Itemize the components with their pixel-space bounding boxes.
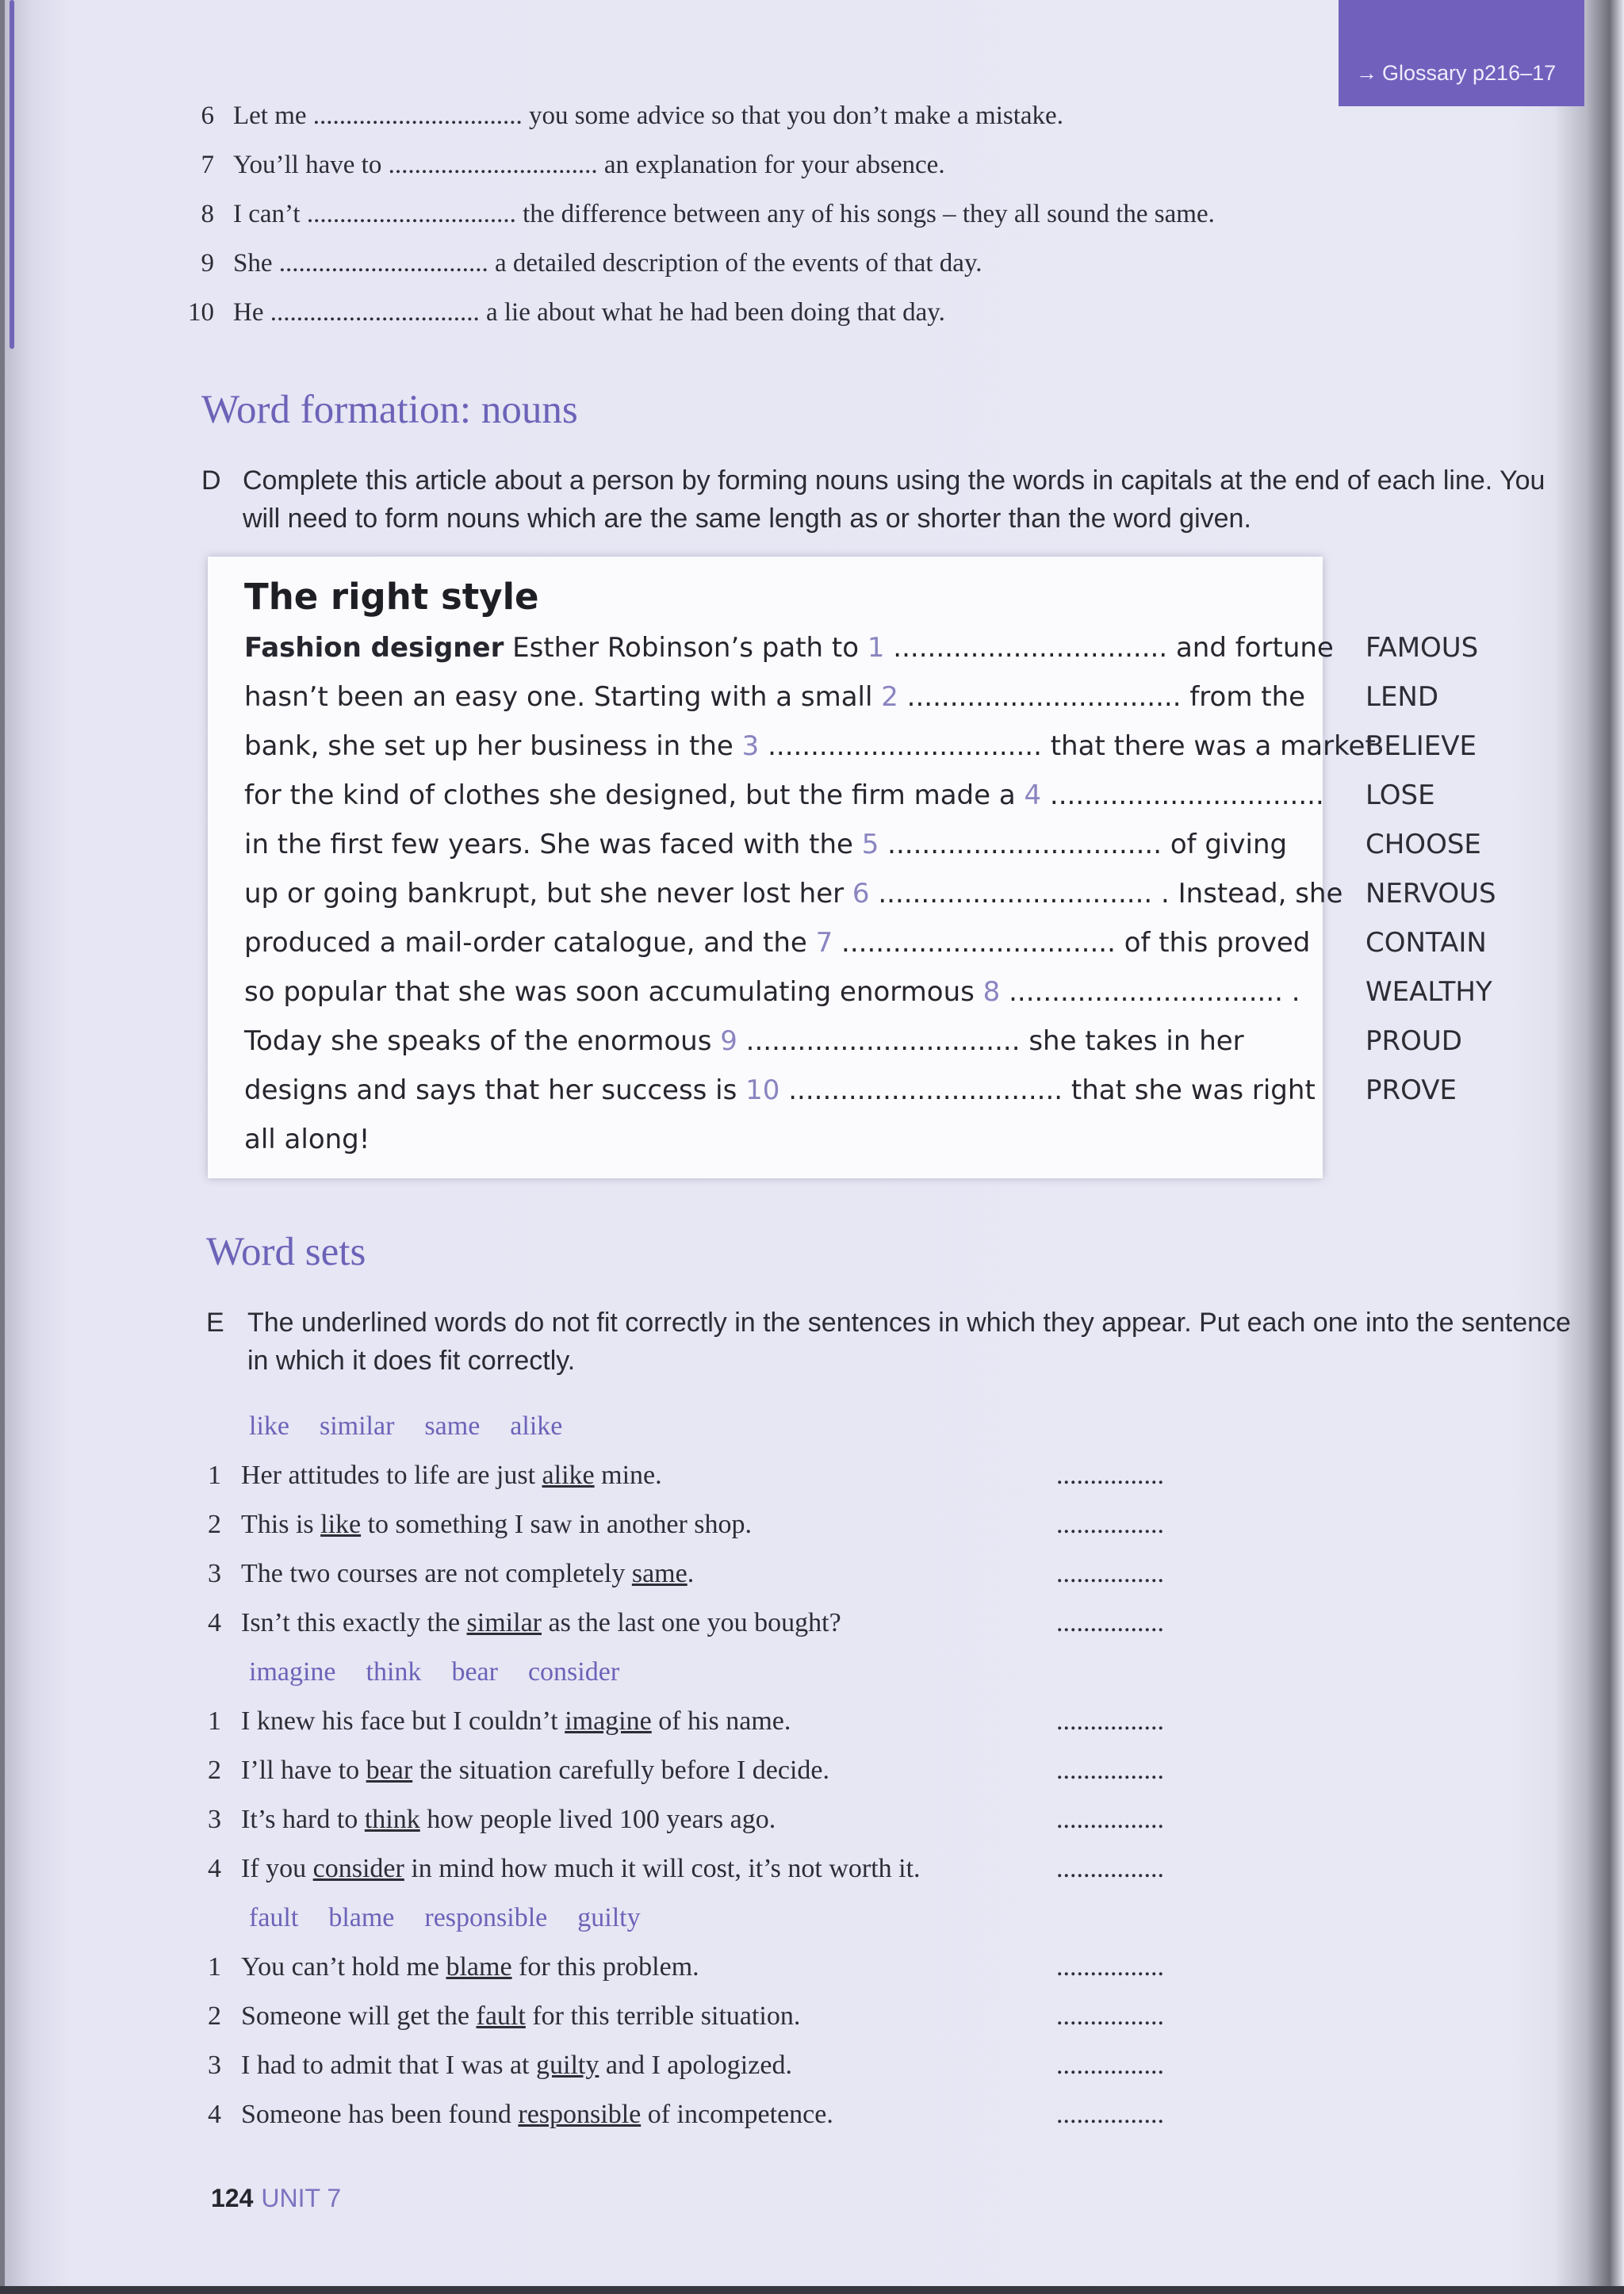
article-line	[244, 1017, 1376, 1066]
page-bottom-edge	[0, 2286, 1624, 2294]
article-line-text: Esther Robinson’s path to	[504, 632, 868, 664]
article-line-gap: ................................ from the	[898, 681, 1306, 713]
item-text-before: Someone has been found	[241, 2100, 519, 2129]
page-spine-shadow	[0, 0, 5, 2294]
page-footer	[211, 2184, 341, 2213]
item-number: 3	[208, 1805, 221, 1834]
underlined-word: alike	[542, 1461, 595, 1490]
item-number: 2	[208, 1756, 221, 1785]
item-text-before: It’s hard to	[241, 1805, 365, 1834]
item-text-before: You can’t hold me	[241, 1952, 446, 1982]
answer-gap: ................	[1056, 2100, 1164, 2129]
exercise-letter: D	[201, 465, 221, 496]
item-text-before: She	[233, 249, 273, 278]
answer-gap: ................................	[388, 151, 598, 179]
item-number: 4	[208, 2100, 221, 2129]
option-word: think	[366, 1657, 422, 1687]
option-word: imagine	[249, 1657, 336, 1687]
item-text-after: to something I saw in another shop.	[361, 1510, 753, 1539]
item-number: 1	[208, 1706, 221, 1736]
article-line	[244, 1115, 1376, 1164]
article-text	[244, 623, 1376, 1164]
option-word: fault	[249, 1903, 299, 1932]
item-number: 2	[208, 1510, 221, 1539]
word-set-options	[249, 1657, 649, 1687]
article-line	[244, 672, 1376, 722]
article-title: The right style	[244, 576, 539, 618]
word-set-options	[249, 1903, 671, 1933]
answer-gap: ................................	[306, 200, 516, 228]
article-kicker: Fashion designer	[244, 632, 504, 664]
gap-number: 6	[852, 878, 870, 910]
gap-number: 10	[745, 1074, 780, 1106]
article-line	[244, 722, 1376, 771]
item-text-after: of his name.	[651, 1706, 791, 1736]
answer-gap: ................	[1056, 1608, 1164, 1637]
article-line-gap: ................................ and fortune	[884, 632, 1334, 664]
option-word: responsible	[424, 1903, 548, 1932]
underlined-word: blame	[446, 1952, 512, 1982]
article-line-gap: ................................ . Instead, she	[869, 878, 1343, 910]
item-text-after: an explanation for your absence.	[603, 151, 945, 179]
article-line	[244, 869, 1376, 918]
item-number: 1	[208, 1461, 221, 1490]
article-line-gap: ................................ that there was a market	[759, 730, 1376, 762]
item-text-after: the situation carefully before I decide.	[412, 1756, 830, 1785]
item-number: 3	[208, 2051, 221, 2080]
gap-number: 5	[861, 829, 879, 860]
capital-word: PROUD	[1365, 1025, 1462, 1057]
underlined-word: imagine	[565, 1706, 652, 1736]
answer-gap: ................	[1056, 2001, 1164, 2031]
option-word: same	[424, 1411, 481, 1441]
option-word: alike	[510, 1411, 563, 1441]
article-line-gap: ................................ that she was right	[779, 1074, 1316, 1106]
article-line-text: up or going bankrupt, but she never lost her	[244, 878, 852, 910]
article-line	[244, 820, 1376, 869]
instruction-text: Complete this article about a person by forming nouns using the words in capitals at the end of each line. You will need to form nouns which are the same length as or shorter than the word given.	[243, 465, 1545, 534]
article-line-text: in the first few years. She was faced with the	[244, 829, 862, 860]
article-line-gap: ................................ of this proved	[833, 927, 1311, 959]
item-number: 1	[208, 1952, 221, 1982]
item-text-after: .	[687, 1559, 695, 1588]
capital-word: LEND	[1365, 681, 1439, 713]
underlined-word: same	[631, 1559, 688, 1588]
article-line-text: bank, she set up her business in the	[244, 730, 742, 762]
article-line-gap: ................................	[1041, 779, 1324, 811]
gap-number: 7	[815, 927, 833, 959]
exercise-d-instruction	[201, 461, 1581, 541]
answer-gap: ................	[1056, 2051, 1164, 2080]
item-number: 6	[201, 101, 214, 130]
answer-gap: ................	[1056, 1756, 1164, 1785]
article-line	[244, 1066, 1376, 1115]
answer-gap: ................	[1056, 1510, 1164, 1539]
underlined-word: responsible	[518, 2100, 642, 2129]
item-number: 4	[208, 1854, 221, 1883]
item-text-after: how people lived 100 years ago.	[419, 1805, 776, 1834]
exercise-e-instruction	[206, 1304, 1578, 1383]
item-text-after: the difference between any of his songs – they all sound the same.	[523, 200, 1215, 228]
option-word: similar	[319, 1411, 395, 1441]
item-text-before: I had to admit that I was at	[241, 2051, 537, 2080]
article-line-text: Today she speaks of the enormous	[244, 1025, 721, 1057]
option-word: bear	[451, 1657, 498, 1687]
capital-word: PROVE	[1365, 1074, 1457, 1106]
answer-gap: ................................	[270, 298, 480, 327]
underlined-word: like	[320, 1510, 362, 1539]
underlined-word: similar	[466, 1608, 542, 1637]
item-text-after: and I apologized.	[599, 2051, 792, 2080]
underlined-word: think	[364, 1805, 420, 1834]
article-line	[244, 918, 1376, 967]
item-text-after: for this terrible situation.	[525, 2001, 801, 2031]
article-line-text: so popular that she was soon accumulating enormous	[244, 976, 983, 1008]
article-line-text: hasn’t been an easy one. Starting with a small	[244, 681, 882, 713]
unit-label: UNIT 7	[261, 2184, 342, 2212]
answer-gap: ................	[1056, 1706, 1164, 1736]
answer-gap: ................	[1056, 1952, 1164, 1982]
option-word: guilty	[577, 1903, 641, 1932]
option-word: blame	[328, 1903, 395, 1932]
article-line	[244, 771, 1376, 820]
item-number: 7	[201, 151, 214, 179]
answer-gap: ................	[1056, 1854, 1164, 1883]
article-line-text: for the kind of clothes she designed, but the firm made a	[244, 779, 1025, 811]
gap-number: 4	[1024, 779, 1042, 811]
capital-word: CONTAIN	[1365, 927, 1487, 959]
answer-gap: ................	[1056, 1461, 1164, 1490]
item-number: 4	[208, 1608, 221, 1637]
article-line-gap: ................................ .	[1000, 976, 1300, 1008]
answer-gap: ................	[1056, 1805, 1164, 1834]
arrow-right-icon: →	[1356, 61, 1377, 85]
option-word: consider	[527, 1657, 620, 1687]
exercise-letter: E	[206, 1308, 224, 1338]
item-text-after: a detailed description of the events of that day.	[495, 249, 982, 278]
article-line	[244, 623, 1376, 672]
item-text-before: I can’t	[233, 200, 301, 228]
gap-number: 9	[720, 1025, 737, 1057]
underlined-word: consider	[312, 1854, 404, 1883]
glossary-tab	[1339, 0, 1584, 106]
section-heading-wordsets: Word sets	[206, 1230, 366, 1274]
article-line-gap: ................................ of giving	[879, 829, 1288, 860]
item-text-before: He	[233, 298, 264, 327]
item-text-after: of incompetence.	[641, 2100, 833, 2129]
item-text-after: a lie about what he had been doing that day.	[485, 298, 945, 327]
item-number: 9	[201, 249, 214, 278]
item-text-after: as the last one you bought?	[541, 1608, 841, 1637]
item-text-before: Isn’t this exactly the	[241, 1608, 467, 1637]
item-text-after: for this problem.	[511, 1952, 699, 1982]
item-text-before: If you	[241, 1854, 313, 1883]
item-number: 8	[201, 200, 214, 228]
article-line-text: designs and says that her success is	[244, 1074, 746, 1106]
underlined-word: bear	[366, 1756, 413, 1785]
gap-number: 1	[867, 632, 885, 664]
instruction-text: The underlined words do not fit correctly in the sentences in which they appear. Put each one into the sentence in which it does fit correctly.	[247, 1308, 1571, 1376]
item-text-before: Her attitudes to life are just	[241, 1461, 542, 1490]
item-text-after: mine.	[594, 1461, 662, 1490]
capital-word: BELIEVE	[1365, 730, 1477, 762]
capital-word: LOSE	[1365, 779, 1435, 811]
underlined-word: guilty	[536, 2051, 599, 2080]
article-line-text: all along!	[244, 1124, 370, 1155]
item-number: 3	[208, 1559, 221, 1588]
option-word: like	[249, 1411, 289, 1441]
item-number: 10	[188, 298, 214, 327]
item-text-after: you some advice so that you don’t make a mistake.	[529, 101, 1063, 130]
gap-number: 8	[982, 976, 1001, 1008]
section-heading-nouns: Word formation: nouns	[201, 388, 578, 432]
item-text-before: Someone will get the	[241, 2001, 477, 2031]
gap-number: 2	[881, 681, 898, 713]
underlined-word: fault	[476, 2001, 526, 2031]
item-text-before: I knew his face but I couldn’t	[241, 1706, 565, 1736]
item-text-before: The two courses are not completely	[241, 1559, 632, 1588]
item-text-before: You’ll have to	[233, 151, 382, 179]
capital-word: NERVOUS	[1365, 878, 1496, 910]
gap-number: 3	[741, 730, 760, 762]
item-number: 2	[208, 2001, 221, 2031]
article-line-gap: ................................ she takes in her	[737, 1025, 1244, 1057]
item-text-before: I’ll have to	[241, 1756, 366, 1785]
item-text-before: This is	[241, 1510, 321, 1539]
capital-word: FAMOUS	[1365, 632, 1479, 664]
spine-accent-bar	[10, 0, 14, 349]
glossary-tab-label: Glossary p216–17	[1382, 61, 1557, 85]
answer-gap: ................................	[312, 101, 523, 130]
article-line-text: produced a mail-order catalogue, and the	[244, 927, 816, 959]
answer-gap: ................................	[278, 249, 488, 278]
answer-gap: ................	[1056, 1559, 1164, 1588]
page-number: 124	[211, 2184, 254, 2212]
item-text-before: Let me	[233, 101, 307, 130]
capital-word: CHOOSE	[1365, 829, 1481, 860]
item-text-after: in mind how much it will cost, it’s not worth it.	[404, 1854, 921, 1883]
capital-word: WEALTHY	[1365, 976, 1492, 1008]
capitals-word-list	[1365, 623, 1496, 1115]
word-set-options	[249, 1411, 592, 1442]
article-line	[244, 967, 1376, 1017]
